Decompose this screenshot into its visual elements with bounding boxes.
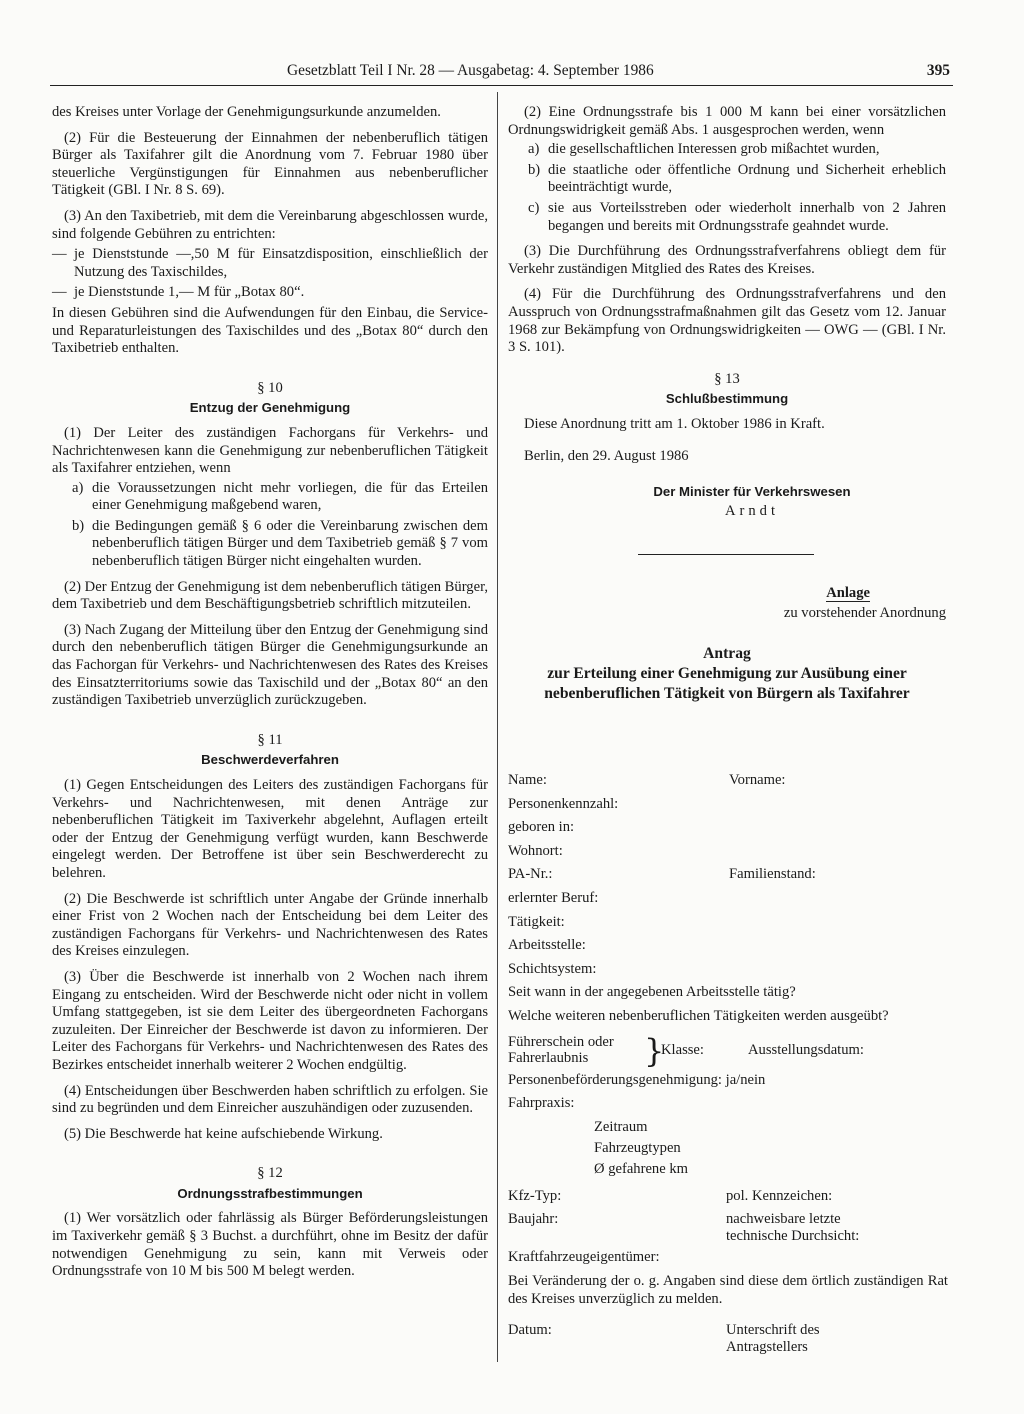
wohnort-field-label: Wohnort: bbox=[508, 842, 563, 859]
fahrzeugtypen-field-label: Fahrzeugtypen bbox=[594, 1139, 681, 1156]
beruf-field-label: erlernter Beruf: bbox=[508, 889, 599, 906]
familienstand-field-label: Familienstand: bbox=[729, 866, 816, 883]
minister-name: Arndt bbox=[724, 502, 780, 519]
right-column bbox=[508, 104, 946, 722]
list-text: je Dienststunde 1,— M für „Botax 80“. bbox=[74, 284, 305, 301]
paragraph: (3) Über die Beschwerde ist innerhalb von 2 Wochen nach ihrem Eingang zu entscheiden. Wird der Beschwerde nicht oder nicht in vollem Umfang stattgegeben, ist sie dem Leiter des übergeordneten Fachorgans zuzuleiten. Der Einreicher der Beschwerde ist davon zu informieren. Der Leiter des Fachorgans für Verkehrs- und Nachrichtenwesen des Rates des Bezirkes entscheidet innerhalb weiterer 2 Wochen endgültig. bbox=[52, 968, 488, 1073]
paragraph: (3) An den Taxibetrieb, mit dem die Vereinbarung abgeschlossen wurde, sind folgende Gebühren zu entrichten: bbox=[52, 207, 488, 242]
form-row bbox=[508, 843, 948, 867]
paragraph: (1) Wer vorsätzlich oder fahrlässig als Bürger Beförderungsleistungen im Taxiverkehr gemäß § 3 Buchst. a durchführt, ohne im Besitz der dafür notwendigen Genehmigung zu sein, kann mit Verweis oder Ordnungsstrafe von 10 M bis 500 M belegt werden. bbox=[52, 1210, 488, 1280]
personenkennzahl-field-label: Personenkennzahl: bbox=[508, 795, 619, 812]
list-text: die Bedingungen gemäß § 6 oder die Vereinbarung zwischen dem nebenberuflich tätigen Bürger und dem Taxibetrieb gemäß § 7 vom nebenberuflich tätigen Bürger nicht eingehalten wurden. bbox=[92, 517, 488, 570]
list-item bbox=[508, 162, 946, 197]
name-field-label: Name: bbox=[508, 772, 547, 788]
paragraph: (2) Die Beschwerde ist schriftlich unter Angabe der Gründe innerhalb einer Frist von 2 Wochen nach der Entscheidung bei dem Leiter des zuständigen Fachorgans für Verkehrs- und Nachrichtenwesen des Rates des Kreises einzulegen. bbox=[52, 890, 488, 960]
paragraph: (5) Die Beschwerde hat keine aufschiebende Wirkung. bbox=[64, 1125, 383, 1142]
section-number: § 12 bbox=[257, 1165, 283, 1182]
signature-label-line: Antragstellers bbox=[726, 1339, 808, 1356]
application-title-line: nebenberuflichen Tätigkeit von Bürgern als Taxifahrer bbox=[544, 685, 910, 703]
form-row bbox=[508, 772, 948, 796]
change-notice: Bei Veränderung der o. g. Angaben sind diese dem örtlich zuständigen Rat des Kreises unverzüglich zu melden. bbox=[508, 1272, 948, 1307]
list-text: die Voraussetzungen nicht mehr vorliegen, die für das Erteilen einer Genehmigung maßgebend waren, bbox=[92, 479, 488, 514]
signature-label-group bbox=[726, 1322, 820, 1356]
left-column bbox=[52, 104, 488, 1289]
paragraph: (2) Der Entzug der Genehmigung ist dem nebenberuflich tätigen Bürger, dem Taxibetrieb und dem Beschäftigungsbetrieb schriftlich mitzuteilen. bbox=[52, 578, 488, 613]
paragraph: (2) Für die Besteuerung der Einnahmen der nebenberuflich tätigen Bürger als Taxifahrer gilt die Anordnung vom 7. Februar 1980 über steuerliche Vergünstigungen für Einnahmen aus nebenberuflicher Tätigkeit (GBl. I Nr. 8 S. 69). bbox=[52, 129, 488, 199]
form-row bbox=[508, 961, 948, 985]
annex-heading bbox=[508, 585, 946, 603]
page-header bbox=[50, 62, 950, 84]
header-title: Gesetzblatt Teil I Nr. 28 — Ausgabetag: 4. September 1986 bbox=[287, 62, 654, 79]
list-marker: a) bbox=[528, 141, 540, 158]
pa-nr-field-label: PA-Nr.: bbox=[508, 866, 553, 883]
section-title: Entzug der Genehmigung bbox=[189, 400, 351, 416]
form-row bbox=[508, 1188, 948, 1212]
list-item bbox=[52, 246, 488, 281]
form-row bbox=[508, 937, 948, 961]
list-marker: b) bbox=[72, 517, 85, 534]
durchsicht-label-line: technische Durchsicht: bbox=[726, 1228, 860, 1245]
paragraph: Diese Anordnung tritt am 1. Oktober 1986 in Kraft. bbox=[524, 415, 825, 432]
section-number: § 10 bbox=[257, 379, 283, 396]
list-marker: a) bbox=[72, 479, 84, 496]
column-divider bbox=[497, 92, 498, 1362]
kennzeichen-field-label: pol. Kennzeichen: bbox=[726, 1187, 833, 1204]
section-title: Ordnungsstrafbestimmungen bbox=[177, 1185, 363, 1201]
list-item bbox=[508, 141, 946, 159]
form-row bbox=[508, 1322, 948, 1360]
fuehrerschein-label: Führerschein oder bbox=[508, 1033, 614, 1050]
form-row bbox=[508, 1072, 948, 1096]
application-title bbox=[508, 644, 946, 704]
list-item bbox=[52, 284, 488, 302]
eigentuemer-field-label: Kraftfahrzeugeigentümer: bbox=[508, 1249, 660, 1266]
annex-subtitle: zu vorstehender Anordnung bbox=[783, 604, 946, 621]
annex-label: Anlage bbox=[826, 585, 870, 602]
fahrerlaubnis-label: Fahrerlaubnis bbox=[508, 1049, 589, 1066]
list-text: je Dienststunde —,50 M für Einsatzdisposition, einschließlich der Nutzung des Taxischildes, bbox=[74, 246, 488, 280]
weitere-taetigkeiten-field-label: Welche weiteren nebenberuflichen Tätigkeiten werden ausgeübt? bbox=[508, 1007, 889, 1024]
form-row bbox=[508, 819, 948, 843]
durchsicht-label-line: nachweisbare letzte bbox=[726, 1211, 841, 1228]
form-row bbox=[508, 1211, 948, 1249]
vorname-field-label: Vorname: bbox=[729, 772, 786, 788]
list-marker: c) bbox=[528, 199, 540, 216]
paragraph: des Kreises unter Vorlage der Genehmigungsurkunde anzumelden. bbox=[52, 104, 441, 120]
dash-marker: — bbox=[52, 284, 67, 301]
license-label-group bbox=[508, 1034, 614, 1066]
gefahrene-km-field-label: Ø gefahrene km bbox=[594, 1160, 689, 1177]
ausstellungsdatum-field-label: Ausstellungsdatum: bbox=[748, 1041, 864, 1058]
place-and-date: Berlin, den 29. August 1986 bbox=[524, 447, 689, 464]
section-divider bbox=[638, 554, 814, 555]
paragraph: (3) Nach Zugang der Mitteilung über den Entzug der Genehmigung sind durch den nebenberuflich tätigen Bürger die Genehmigungsurkunde an das Fachorgan für Verkehrs- und Nachrichtenwesen des Rates des Kreises des Einsatzterritoriums sowie das Taxischild und der „Botax 80“ an den zuständigen Taxibetrieb unverzüglich zurückzugeben. bbox=[52, 621, 488, 709]
paragraph: (2) Eine Ordnungsstrafe bis 1 000 M kann bei einer vorsätzlichen Ordnungswidrigkeit gemäß Abs. 1 ausgesprochen werden, wenn bbox=[508, 104, 946, 138]
section-number: § 13 bbox=[714, 370, 740, 387]
schichtsystem-field-label: Schichtsystem: bbox=[508, 960, 597, 977]
list-text: die staatliche oder öffentliche Ordnung und Sicherheit erheblich beeinträchtigt wurde, bbox=[548, 161, 946, 196]
list-text: sie aus Vorteilsstreben oder wiederholt innerhalb von 2 Jahren begangen und bereits mit Ordnungsstrafe geahndet wurde. bbox=[548, 199, 946, 234]
section-title: Schlußbestimmung bbox=[665, 391, 789, 407]
application-form bbox=[508, 772, 948, 1360]
geburtsort-field-label: geboren in: bbox=[508, 819, 575, 836]
paragraph: In diesen Gebühren sind die Aufwendungen für den Einbau, die Service- und Reparaturleistungen des Taxischildes und des „Botax 80“ durch den Taxibetrieb enthalten. bbox=[52, 304, 488, 357]
list-item bbox=[52, 518, 488, 571]
application-title-line: Antrag bbox=[703, 645, 751, 663]
fahrpraxis-sublist bbox=[508, 1119, 948, 1182]
klasse-field-label: Klasse: bbox=[661, 1041, 704, 1058]
paragraph: (1) Der Leiter des zuständigen Fachorgans für Verkehrs- und Nachrichtenwesen kann die Genehmigung zur nebenberuflichen Tätigkeit als Taxifahrer entziehen, wenn bbox=[52, 424, 488, 477]
form-row bbox=[508, 1095, 948, 1119]
brace-icon: } bbox=[644, 1031, 665, 1070]
section-title: Beschwerdeverfahren bbox=[201, 752, 339, 768]
section-number: § 11 bbox=[257, 731, 283, 748]
kfz-typ-field-label: Kfz-Typ: bbox=[508, 1187, 562, 1204]
list-item bbox=[508, 200, 946, 235]
form-row bbox=[508, 1031, 948, 1072]
paragraph: (4) Entscheidungen über Beschwerden haben schriftlich zu erfolgen. Sie sind zu begründen und dem Einreicher auszuhändigen oder zuzusenden. bbox=[52, 1082, 488, 1117]
signature-label-line: Unterschrift des bbox=[726, 1322, 820, 1339]
form-row bbox=[508, 866, 948, 890]
taetigkeit-field-label: Tätigkeit: bbox=[508, 913, 565, 930]
paragraph: (1) Gegen Entscheidungen des Leiters des zuständigen Fachorgans für Verkehrs- und Nachrichtenwesen, mit denen Anträge zur nebenberuflichen Tätigkeit im Taxiverkehr abgelehnt, Auflagen erteilt oder der Entzug der Genehmigung verfügt wurden, kann Beschwerde eingelegt werden. Der Betroffene ist über sein Beschwerderecht zu belehren. bbox=[52, 777, 488, 881]
header-rule bbox=[50, 85, 953, 86]
list-text: die gesellschaftlichen Interessen grob mißachtet wurden, bbox=[548, 141, 880, 158]
paragraph: (4) Für die Durchführung des Ordnungsstrafverfahrens und den Ausspruch von Ordnungsstrafmaßnahmen gilt das Gesetz vom 12. Januar 1968 zur Bekämpfung von Ordnungswidrigkeiten — OWG — (GBl. I Nr. 3 S. 101). bbox=[508, 286, 946, 356]
pbg-field-label: Personenbeförderungsgenehmigung: ja/nein bbox=[508, 1071, 766, 1088]
baujahr-field-label: Baujahr: bbox=[508, 1211, 559, 1228]
datum-field-label: Datum: bbox=[508, 1322, 552, 1339]
list-item bbox=[52, 480, 488, 515]
application-title-line: zur Erteilung einer Genehmigung zur Ausübung einer bbox=[547, 665, 907, 683]
fahrpraxis-field-label: Fahrpraxis: bbox=[508, 1095, 575, 1112]
form-row bbox=[508, 1249, 948, 1273]
zeitraum-field-label: Zeitraum bbox=[594, 1118, 648, 1135]
seit-wann-field-label: Seit wann in der angegebenen Arbeitsstelle tätig? bbox=[508, 984, 796, 1001]
form-row bbox=[508, 890, 948, 914]
list-marker: b) bbox=[528, 161, 541, 178]
page-number: 395 bbox=[926, 62, 950, 79]
paragraph: (3) Die Durchführung des Ordnungsstrafverfahrens obliegt dem für Verkehr zuständigen Mitglied des Rates des Kreises. bbox=[508, 243, 946, 277]
durchsicht-label-group bbox=[726, 1211, 859, 1245]
minister-title: Der Minister für Verkehrswesen bbox=[653, 484, 851, 500]
form-row bbox=[508, 984, 948, 1008]
form-row bbox=[508, 796, 948, 820]
form-row bbox=[508, 914, 948, 938]
dash-marker: — bbox=[52, 246, 67, 263]
arbeitsstelle-field-label: Arbeitsstelle: bbox=[508, 937, 586, 954]
